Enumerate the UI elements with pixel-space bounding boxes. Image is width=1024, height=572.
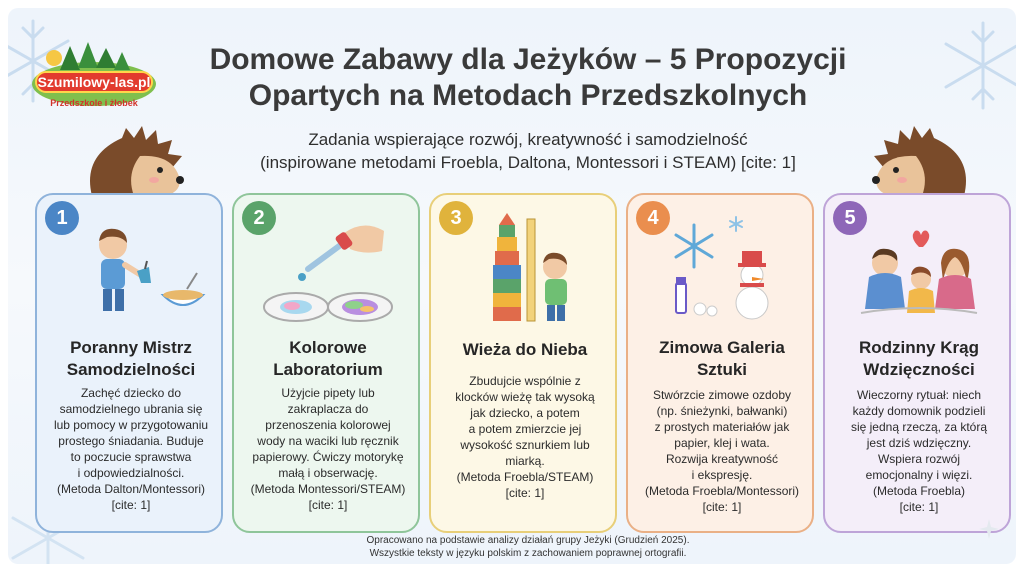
card-title-line: Poranny Mistrz — [70, 338, 192, 357]
footer-line-1: Opracowano na podstawie analizy działań grupy Jeżyki (Grudzień 2025). — [366, 535, 690, 546]
card-title-line: Kolorowe — [289, 338, 367, 357]
card-body-line: [cite: 1] — [505, 486, 545, 500]
card-body-line: Zachęć dziecko do — [80, 386, 182, 400]
footer-line-2: Wszystkie teksty w języku polskim z zachowaniem poprawnej ortografii. — [369, 548, 687, 559]
card-number-badge: 4 — [636, 201, 670, 235]
page-title-line-2: Opartych na Metodach Przedszkolnych — [248, 79, 808, 112]
pipette-laboratory-illustration — [234, 211, 420, 329]
card-body-line: [cite: 1] — [308, 498, 348, 512]
card-body-line: i ekspresję. — [691, 468, 753, 482]
card-body-line: przenoszenia kolorowej — [265, 418, 391, 432]
card-body-line: Wspiera rozwój — [877, 452, 961, 466]
card-body-line: samodzielnego ubrania się — [59, 402, 203, 416]
card-body-line: Wieczorny rytuał: niech — [856, 388, 982, 402]
page-title-line-1: Domowe Zabawy dla Jeżyków – 5 Propozycji — [209, 43, 847, 76]
card-body-line: Stwórzcie zimowe ozdoby — [652, 388, 792, 402]
card-body-line: (Metoda Froebla) — [872, 484, 966, 498]
card-body-line: zakraplacza do — [287, 402, 369, 416]
card-body-line: (Metoda Froebla/STEAM) — [456, 470, 594, 484]
card-body-line: Zbudujcie wspólnie z — [469, 374, 581, 388]
card-body-line: (Metoda Dalton/Montessori) — [56, 482, 206, 496]
card-body-line: jest dziś wdzięczny. — [866, 436, 972, 450]
logo-tagline: Przedszkole i żłobek — [50, 98, 138, 108]
card-body-line: emocjonalny i więzi. — [865, 468, 973, 482]
child-breakfast-illustration — [37, 211, 223, 329]
card-title — [437, 339, 613, 361]
card-title-line: Sztuki — [696, 360, 748, 379]
family-circle-illustration — [825, 211, 1011, 329]
heart-icon — [913, 231, 930, 248]
card-title — [43, 337, 219, 381]
hedgehog-right-icon — [868, 126, 974, 202]
infographic-page — [8, 8, 1016, 564]
card-body-line: [cite: 1] — [899, 500, 939, 514]
card-description — [636, 387, 808, 515]
card-body-line: miarką. — [505, 454, 545, 468]
activity-card-1 — [35, 193, 223, 533]
card-body-line: [cite: 1] — [111, 498, 151, 512]
card-description — [242, 385, 414, 513]
card-description — [439, 373, 611, 501]
card-description — [45, 385, 217, 513]
block-tower-illustration — [431, 211, 617, 329]
footer-note — [258, 534, 798, 560]
card-body-line: wysokość sznurkiem lub — [460, 438, 590, 452]
card-title-line: Wdzięczności — [863, 360, 975, 379]
card-title-line: Zimowa Galeria — [659, 338, 785, 357]
subtitle-line-1: Zadania wspierające rozwój, kreatywność i samodzielność — [308, 130, 748, 149]
card-body-line: każdy domownik podzieli — [852, 404, 986, 418]
snowflake-decoration-right-icon — [938, 18, 1016, 113]
card-body-line: małą i obserwację. — [278, 466, 378, 480]
card-body-line: klocków wieżę tak wysoką — [455, 390, 595, 404]
card-body-line: a potem zmierzcie jej — [468, 422, 582, 436]
card-body-line: papier, klej i wata. — [674, 436, 770, 450]
logo — [30, 40, 158, 112]
page-title — [158, 42, 898, 114]
card-title-line: Wieża do Nieba — [462, 340, 588, 359]
card-body-line: Rozwija kreatywność — [665, 452, 779, 466]
activity-card-4 — [626, 193, 814, 533]
card-body-line: (Metoda Montessori/STEAM) — [250, 482, 406, 496]
card-number-badge: 1 — [45, 201, 79, 235]
card-body-line: wody na waciki lub ręcznik — [257, 434, 399, 448]
card-body-line: (np. śnieżynki, bałwanki) — [656, 404, 788, 418]
sparkle-icon — [978, 518, 1000, 540]
card-body-line: lub pomocy w przygotowaniu — [53, 418, 209, 432]
card-body-line: to poczucie sprawstwa — [70, 450, 192, 464]
card-body-line: się jedną rzeczą, za którą — [850, 420, 988, 434]
activity-card-5 — [823, 193, 1011, 533]
logo-image — [30, 40, 158, 112]
card-title — [831, 337, 1007, 381]
page-subtitle — [188, 128, 868, 174]
card-number-badge: 3 — [439, 201, 473, 235]
hedgehog-left-icon — [82, 126, 188, 202]
winter-art-illustration — [628, 211, 814, 329]
card-number-badge: 5 — [833, 201, 867, 235]
card-body-line: papierowy. Ćwiczy motorykę — [252, 450, 404, 464]
card-body-line: prostego śniadania. Buduje — [58, 434, 204, 448]
card-number-badge: 2 — [242, 201, 276, 235]
card-body-line: (Metoda Froebla/Montessori) — [644, 484, 800, 498]
card-body-line: i odpowiedzialności. — [77, 466, 185, 480]
card-title — [634, 337, 810, 381]
card-description — [833, 387, 1005, 515]
card-body-line: jak dziecko, a potem — [470, 406, 580, 420]
card-body-line: Użyjcie pipety lub — [281, 386, 375, 400]
card-body-line: z prostych materiałów jak — [654, 420, 790, 434]
logo-name: Szumilowy-las.pl — [37, 74, 151, 90]
card-title-line: Samodzielności — [66, 360, 196, 379]
card-title-line: Laboratorium — [273, 360, 383, 379]
activity-card-2 — [232, 193, 420, 533]
card-title — [240, 337, 416, 381]
card-title-line: Rodzinny Krąg — [859, 338, 979, 357]
subtitle-line-2: (inspirowane metodami Froebla, Daltona, Montessori i STEAM) [cite: 1] — [260, 153, 796, 172]
card-body-line: [cite: 1] — [702, 500, 742, 514]
activity-card-3 — [429, 193, 617, 533]
